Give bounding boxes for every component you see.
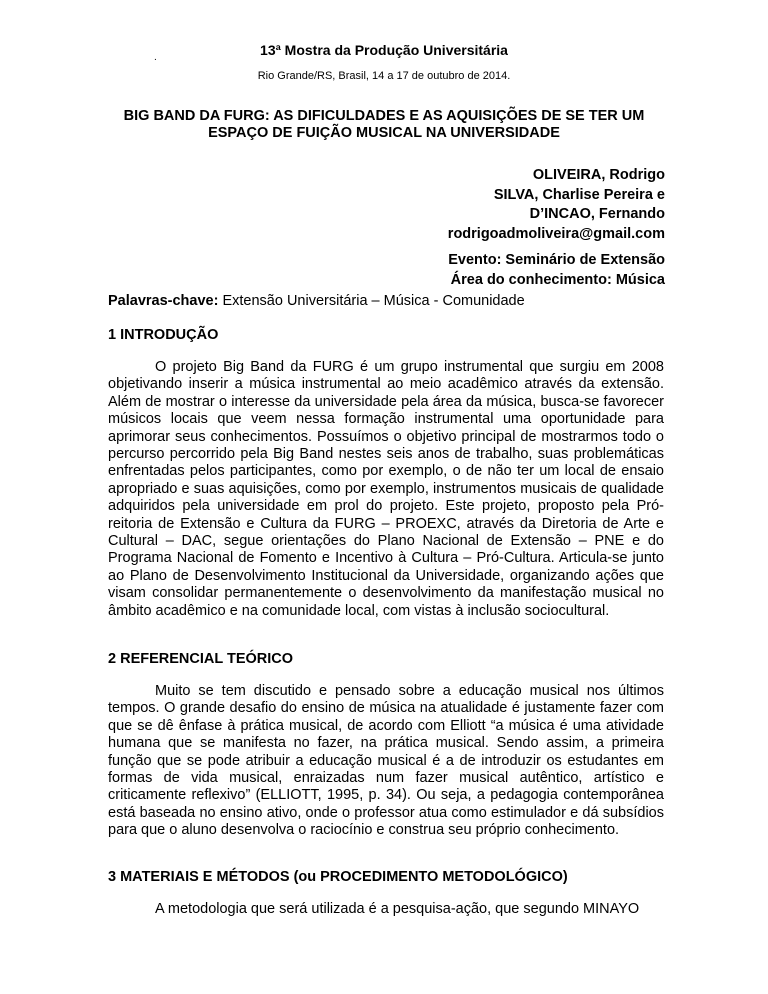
event-name: Evento: Seminário de Extensão bbox=[448, 252, 665, 268]
conference-location: Rio Grande/RS, Brasil, 14 a 17 de outubro de 2014. bbox=[257, 70, 511, 82]
author-email: rodrigoadmoliveira@gmail.com bbox=[447, 225, 665, 242]
conference-title: 13ª Mostra da Produção Universitária bbox=[260, 42, 508, 58]
section-body-methods: A metodologia que será utilizada é a pesquisa-ação, que segundo MINAYO bbox=[155, 901, 640, 917]
keywords-label: Palavras-chave: bbox=[108, 293, 219, 309]
keywords-line bbox=[108, 293, 525, 309]
section-heading-theory: 2 REFERENCIAL TEÓRICO bbox=[108, 651, 294, 667]
section-body-theory: Muito se tem discutido e pensado sobre a educação musical nos últimos tempos. O grande desafio do ensino de música na atualidade é justamente fazer com que se dê ênfase à prática musical, de acordo com Elliott “a música é uma atividade humana que se manifesta no fazer, na prática musical. Sendo assim, a primeira função que se pode atribuir a educação musical é a de introduzir os estudantes em formas de vida musical, enraizadas num fazer musical autêntico, artístico e criticamente reflexivo” (ELLIOTT, 1995, p. 34). Ou seja, a pedagogia contemporânea está baseada no ensino ativo, onde o professor atua como estimulador e dá subsídios para que o aluno desenvolva o raciocínio e construa seu próprio conhecimento. bbox=[108, 683, 664, 839]
author-name: SILVA, Charlise Pereira e bbox=[493, 186, 665, 203]
paper-title: BIG BAND DA FURG: AS DIFICULDADES E AS AQUISIÇÕES DE SE TER UM ESPAÇO DE FUIÇÃO MUSICAL NA UNIVERSIDADE bbox=[123, 108, 645, 141]
keywords-text: Extensão Universitária – Música - Comunidade bbox=[222, 293, 525, 309]
section-heading-introduction: 1 INTRODUÇÃO bbox=[108, 327, 219, 343]
section-body-introduction: O projeto Big Band da FURG é um grupo instrumental que surgiu em 2008 objetivando inserir a música instrumental ao meio acadêmico através da extensão. Além de mostrar o interesse da universidade pela área da música, busca-se favorecer músicos locais que veem nessa formação instrumental uma oportunidade para aprimorar seus conhecimentos. Possuímos o objetivo principal de mostrarmos todo o percurso percorrido pela Big Band nestes seis anos de trabalho, suas problemáticas enfrentadas pelos participantes, como por exemplo, o de não ter um local de ensaio apropriado e suas aquisições, como por exemplo, instrumentos musicais de qualidade adquiridos pela universidade em prol do projeto. Este projeto, proposto pela Pró-reitoria de Extensão e Cultura da FURG – PROEXC, através da Diretoria de Arte e Cultural – DAC, segue orientações do Plano Nacional de Extensão – PNE e do Programa Nacional de Fomento e Incentivo à Cultura – Pró-Cultura. Articula-se junto ao Plano de Desenvolvimento Institucional da Universidade, organizando ações que visam consolidar permanentemente o desenvolvimento da manifestação musical no âmbito acadêmico e na comunidade local, com vistas à inclusão sociocultural. bbox=[108, 359, 664, 619]
author-block bbox=[448, 166, 665, 244]
author-name: OLIVEIRA, Rodrigo bbox=[532, 167, 665, 183]
event-block bbox=[448, 251, 665, 290]
section-heading-methods: 3 MATERIAIS E MÉTODOS (ou PROCEDIMENTO METODOLÓGICO) bbox=[108, 869, 568, 885]
stray-mark: . bbox=[154, 52, 157, 63]
author-name: D’INCAO, Fernando bbox=[529, 206, 665, 222]
knowledge-area: Área do conhecimento: Música bbox=[450, 271, 665, 288]
